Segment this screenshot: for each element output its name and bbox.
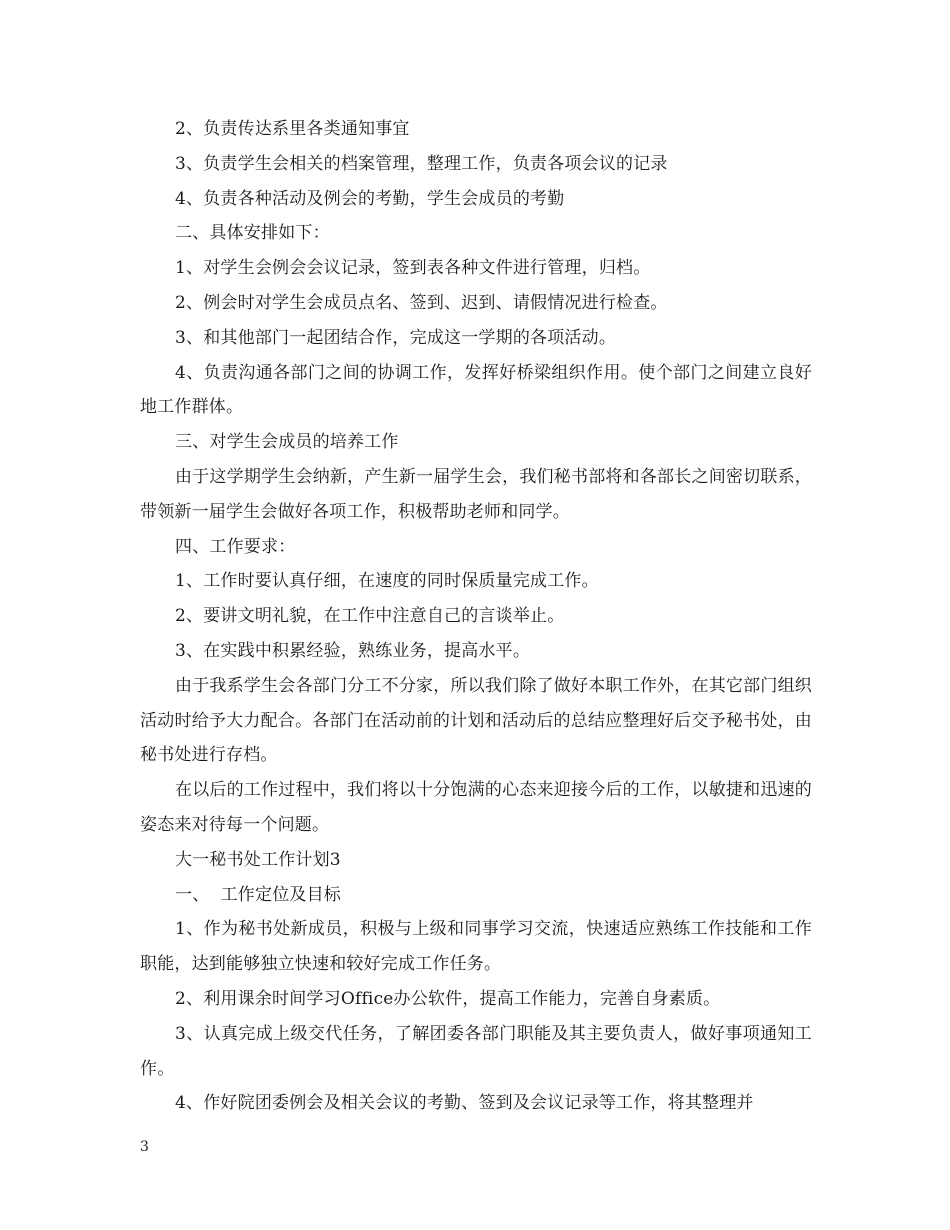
paragraph: 3、在实践中积累经验，熟练业务，提高水平。 <box>175 640 531 661</box>
paragraph: 3、认真完成上级交代任务，了解团委各部门职能及其主要负责人，做好事项通知工作。 <box>140 1023 812 1079</box>
paragraph: 1、对学生会例会会议记录，签到表各种文件进行管理，归档。 <box>175 258 651 279</box>
paragraph: 2、要讲文明礼貌，在工作中注意自己的言谈举止。 <box>175 606 565 627</box>
paragraph: 3、和其他部门一起团结合作，完成这一学期的各项活动。 <box>175 327 617 348</box>
paragraph: 3、负责学生会相关的档案管理，整理工作，负责各项会议的记录 <box>175 153 668 174</box>
paragraph: 2、利用课余时间学习Office办公软件，提高工作能力，完善自身素质。 <box>175 988 721 1009</box>
paragraph: 4、负责沟通各部门之间的协调工作，发挥好桥梁组织作用。使个部门之间建立良好地工作群体。 <box>140 362 812 418</box>
section-heading: 四、工作要求： <box>175 536 296 557</box>
paragraph: 由于这学期学生会纳新，产生新一届学生会，我们秘书部将和各部长之间密切联系，带领新一届学生会做好各项工作，积极帮助老师和同学。 <box>140 466 812 522</box>
page-number: 3 <box>140 1139 149 1155</box>
section-heading: 二、具体安排如下： <box>175 223 330 244</box>
paragraph: 1、工作时要认真仔细，在速度的同时保质量完成工作。 <box>175 571 599 592</box>
paragraph: 4、负责各种活动及例会的考勤，学生会成员的考勤 <box>175 188 565 209</box>
paragraph: 4、作好院团委例会及相关会议的考勤、签到及会议记录等工作，将其整理并 <box>175 1093 754 1114</box>
paragraph: 1、作为秘书处新成员，积极与上级和同事学习交流，快速适应熟练工作技能和工作职能，达到能够独立快速和较好完成工作任务。 <box>140 919 812 975</box>
section-heading: 一、 工作定位及目标 <box>175 884 342 905</box>
paragraph: 2、负责传达系里各类通知事宜 <box>175 119 410 139</box>
document-body <box>140 112 812 1121</box>
document-subtitle: 大一秘书处工作计划3 <box>175 849 341 870</box>
section-heading: 三、对学生会成员的培养工作 <box>175 432 399 453</box>
paragraph: 在以后的工作过程中，我们将以十分饱满的心态来迎接今后的工作，以敏捷和迅速的姿态来对待每一个问题。 <box>140 780 812 835</box>
paragraph: 2、例会时对学生会成员点名、签到、迟到、请假情况进行检查。 <box>175 292 668 313</box>
paragraph: 由于我系学生会各部门分工不分家，所以我们除了做好本职工作外，在其它部门组织活动时给予大力配合。各部门在活动前的计划和活动后的总结应整理好后交予秘书处，由秘书处进行存档。 <box>140 675 812 766</box>
